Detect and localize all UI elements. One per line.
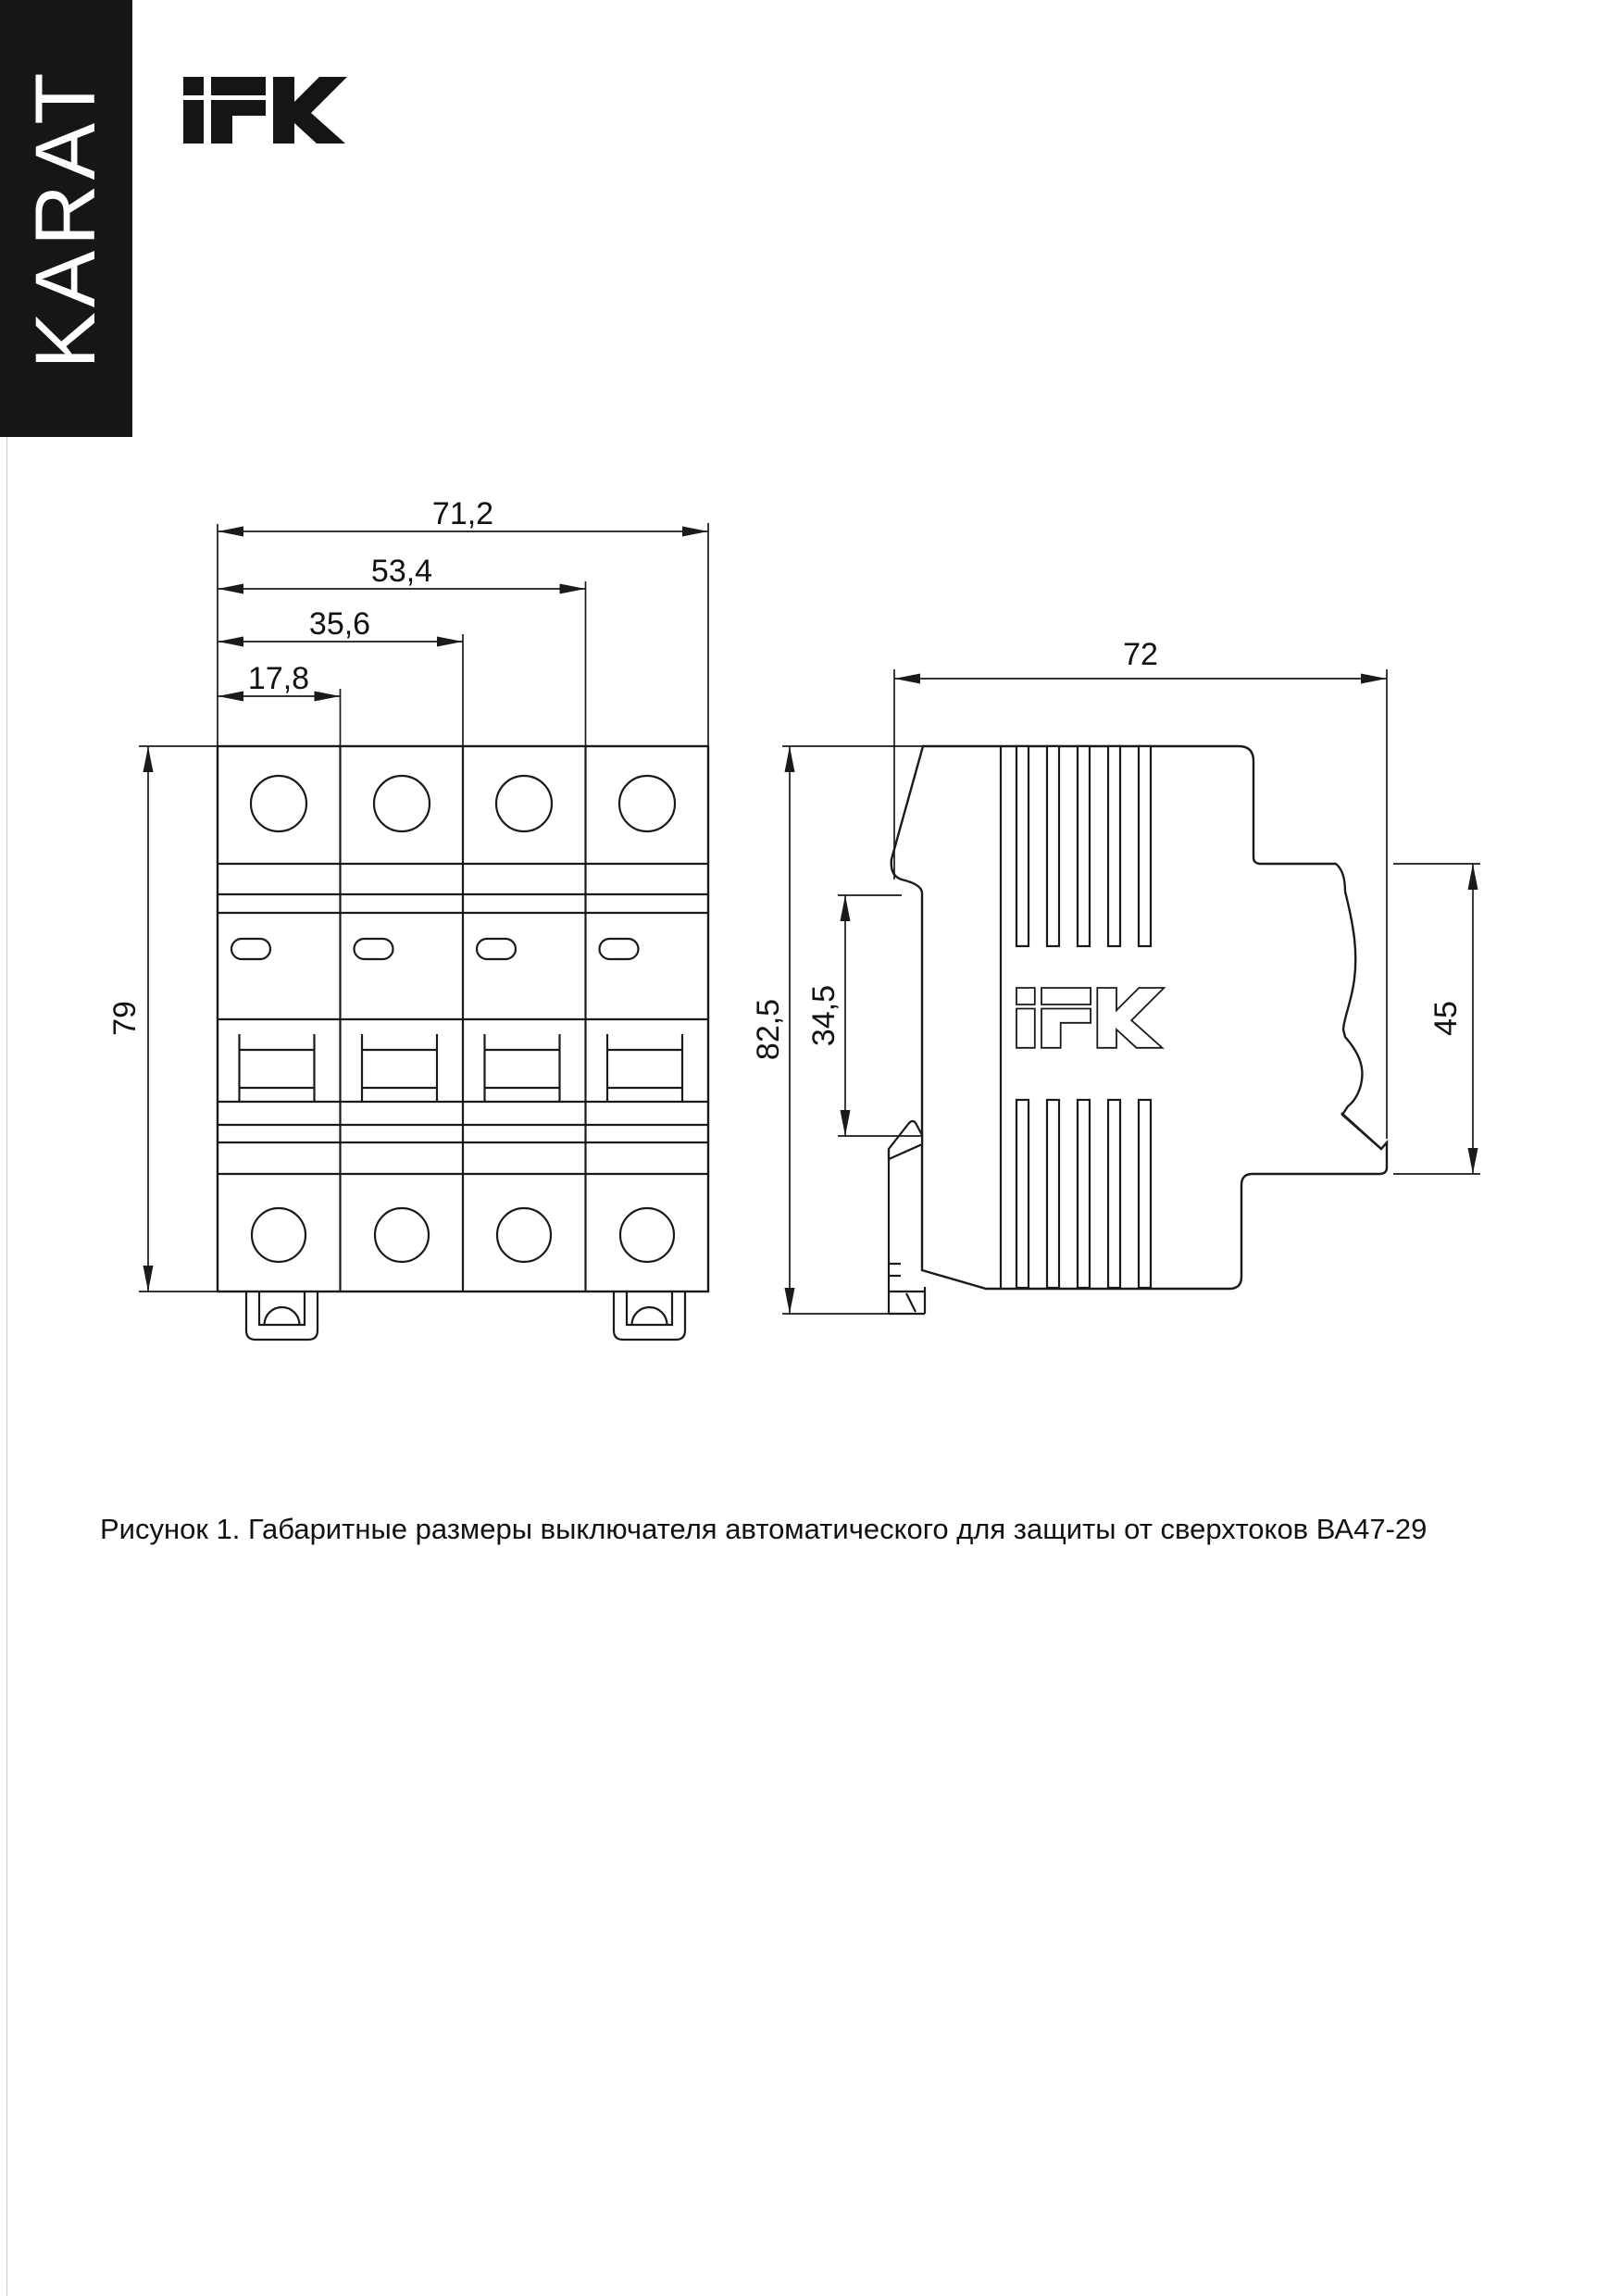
dim-label-front-module: 45 xyxy=(1428,1001,1464,1036)
din-clip xyxy=(614,1292,685,1340)
din-clip-tab xyxy=(889,1121,922,1159)
vent-slot xyxy=(1047,1100,1059,1288)
vent-slot xyxy=(1139,746,1151,946)
vent-slot xyxy=(1139,1100,1151,1288)
vent-slot xyxy=(1078,1100,1090,1288)
dim-label-three-pole: 53,4 xyxy=(370,554,433,589)
dim-label-two-pole: 35,6 xyxy=(308,606,371,642)
din-clips-front xyxy=(246,1292,685,1340)
dim-label-front-height: 79 xyxy=(107,1001,143,1036)
vent-slot xyxy=(1108,1100,1120,1288)
iek-logo-k xyxy=(273,77,347,144)
figure-caption: Рисунок 1. Габаритные размеры выключателя автоматического для защиты от сверхтоков ВА47-29 xyxy=(100,1513,1428,1545)
dim-label-one-pole: 17,8 xyxy=(247,661,310,696)
dim-label-total-width: 71,2 xyxy=(431,496,494,531)
din-clip xyxy=(246,1292,318,1340)
iek-logo-icon xyxy=(183,77,347,144)
vent-slot xyxy=(1047,746,1059,946)
iek-logo-i-stem xyxy=(183,100,204,144)
vent-slot xyxy=(1078,746,1090,946)
dim-label-total-height: 82,5 xyxy=(751,998,786,1061)
side-view xyxy=(751,637,1480,1314)
iek-logo-e-body xyxy=(211,100,266,144)
dim-label-din-slot: 34,5 xyxy=(806,984,842,1047)
vent-slot xyxy=(1016,746,1029,946)
vent-slot xyxy=(1108,746,1120,946)
karat-brand-label: KARAT xyxy=(19,68,113,369)
front-view xyxy=(107,496,708,1340)
iek-logo-e-top xyxy=(211,77,266,95)
dim-label-depth: 72 xyxy=(1123,637,1158,672)
vent-slot xyxy=(1016,1100,1029,1288)
iek-logo-i-dot xyxy=(183,77,204,95)
din-clip-side xyxy=(889,1121,925,1314)
